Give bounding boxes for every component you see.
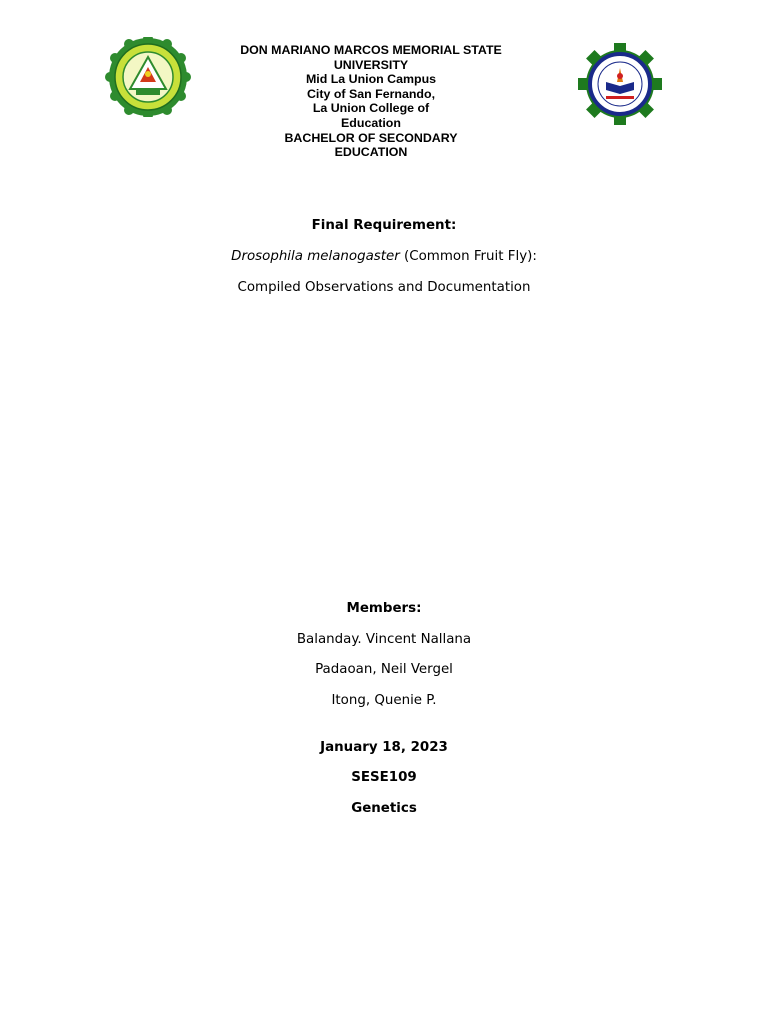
university-seal-icon — [104, 37, 192, 117]
course-code: SESE109 — [351, 770, 417, 785]
program-name-line1: BACHELOR OF SECONDARY — [284, 130, 458, 145]
course-name: Genetics — [351, 801, 417, 816]
college-name-line1: La Union College of — [312, 101, 430, 116]
member-name: Balanday. Vincent Nallana — [296, 632, 472, 647]
university-name-line1: DON MARIANO MARCOS MEMORIAL STATE — [240, 43, 502, 57]
member-name: Padaoan, Neil Vergel — [315, 662, 453, 677]
college-name-line2: Education — [341, 115, 401, 130]
species-scientific-name: Drosophila melanogaster — [231, 249, 400, 264]
campus-name: Mid La Union Campus — [305, 72, 437, 87]
species-common-name: (Common Fruit Fly): — [399, 249, 537, 264]
city-name: City of San Fernando, — [306, 86, 436, 101]
institution-header — [215, 43, 527, 160]
program-name-line2: EDUCATION — [334, 145, 408, 160]
college-seal-icon — [574, 43, 666, 125]
document-subtitle: Compiled Observations and Documentation — [237, 280, 531, 295]
university-name-line2: UNIVERSITY — [333, 57, 409, 72]
species-title — [0, 248, 768, 266]
member-name: Itong, Quenie P. — [331, 693, 437, 708]
submission-date: January 18, 2023 — [320, 740, 448, 755]
members-heading: Members: — [346, 601, 422, 616]
requirement-label: Final Requirement: — [311, 218, 457, 233]
